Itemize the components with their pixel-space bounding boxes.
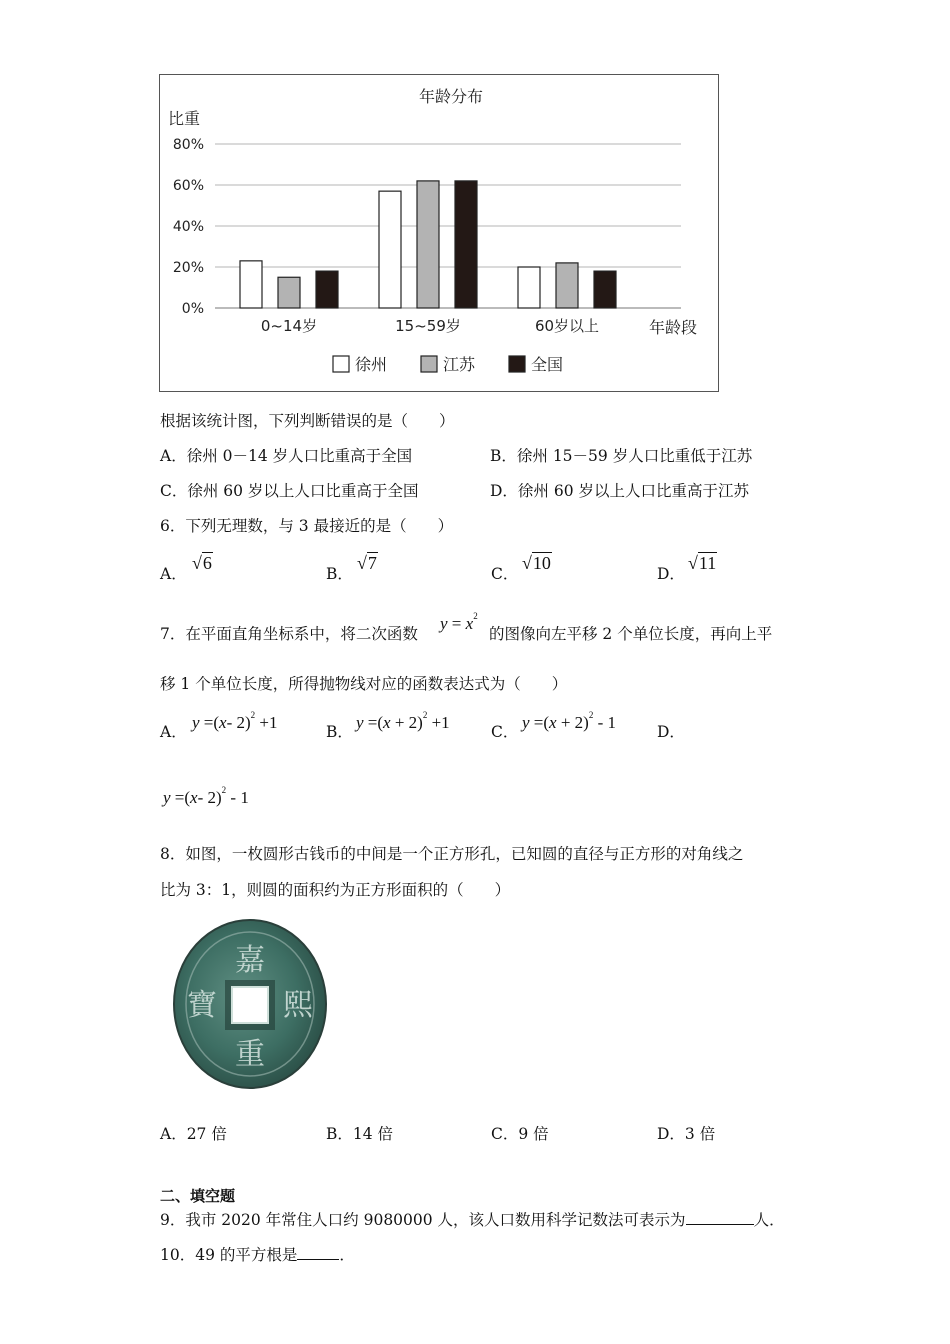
chart-legend-label-1: 江苏 xyxy=(443,355,476,374)
chart-bar-1-0 xyxy=(379,191,401,308)
q6-option-b-sqrt: √7 xyxy=(357,553,377,573)
coin-char-bottom: 重 xyxy=(235,1037,265,1072)
q5-option-a: A．徐州 0－14 岁人口比重高于全国 xyxy=(160,447,413,465)
q10-text: 10．49 的平方根是 xyxy=(160,1246,298,1264)
q7-option-a-formula: y =(x- 2)$^2$ +1 xyxy=(192,710,278,732)
coin-char-left: 寶 xyxy=(187,988,217,1023)
q7-function-y-equals-x-squared: $y = x^2$ xyxy=(440,611,478,633)
chart-y-tick-0: 0% xyxy=(181,301,204,317)
chart-legend-swatch-2 xyxy=(509,356,525,372)
q7-stem-part1: 7．在平面直角坐标系中，将二次函数 xyxy=(160,625,418,643)
q9-text-end: 人． xyxy=(753,1211,785,1229)
q8-option-a: A．27 倍 xyxy=(160,1125,227,1143)
q6-option-c-label: C． xyxy=(491,565,519,583)
q7-option-d-label: D． xyxy=(657,723,685,741)
coin-char-top: 嘉 xyxy=(235,943,265,978)
chart-y-tick-40: 40% xyxy=(172,219,204,235)
chart-bar-2-1 xyxy=(556,263,578,308)
q6-stem: 6．下列无理数，与 3 最接近的是（ ） xyxy=(160,517,454,535)
q6-option-d-value: 11 xyxy=(698,553,717,573)
q5-stem: 根据该统计图，下列判断错误的是（ ） xyxy=(160,412,455,430)
q5-option-c: C．徐州 60 岁以上人口比重高于全国 xyxy=(160,482,419,500)
q6-option-a-value: 6 xyxy=(202,553,212,573)
q6-option-a-sqrt: √6 xyxy=(192,553,212,573)
q8-option-d: D．3 倍 xyxy=(657,1125,716,1143)
q7-option-c-label: C． xyxy=(491,723,519,741)
q7-option-d-formula: y =(x- 2)$^2$ - 1 xyxy=(163,785,249,807)
chart-y-tick-60: 60% xyxy=(172,178,204,194)
q6-option-d-label: D． xyxy=(657,565,685,583)
chart-y-tick-80: 80% xyxy=(172,137,204,153)
q8-option-c: C．9 倍 xyxy=(491,1125,549,1143)
coin-char-right: 熙 xyxy=(283,988,313,1023)
chart-bar-2-2 xyxy=(594,271,616,308)
chart-bar-0-1 xyxy=(278,277,300,308)
q6-option-c-sqrt: √10 xyxy=(522,553,551,573)
q5-option-b: B．徐州 15－59 岁人口比重低于江苏 xyxy=(490,447,753,465)
q6-option-d-sqrt: √11 xyxy=(688,553,717,573)
section-fill-in-title: 二、填空题 xyxy=(160,1187,236,1205)
q9-line xyxy=(160,1210,785,1230)
chart-y-tick-20: 20% xyxy=(172,260,204,276)
chart-bar-0-0 xyxy=(240,261,262,308)
q6-option-b-value: 7 xyxy=(367,553,377,573)
q7-option-b-formula: $y =(x + 2)^2 +1$ xyxy=(356,710,450,732)
q7-stem-part3: 移 1 个单位长度，所得抛物线对应的函数表达式为（ ） xyxy=(160,675,568,693)
q10-text-end: ． xyxy=(339,1246,355,1264)
chart-x-axis-label: 年龄段 xyxy=(649,318,698,337)
chart-title: 年龄分布 xyxy=(418,87,484,106)
q9-text: 9．我市 2020 年常住人口约 9080000 人，该人口数用科学记数法可表示为 xyxy=(160,1211,686,1229)
chart-bar-2-0 xyxy=(518,267,540,308)
q7-option-c-formula: $y =(x + 2)^2 - 1$ xyxy=(522,710,617,732)
q6-option-a-label: A． xyxy=(160,565,187,583)
q6-option-c-value: 10 xyxy=(532,553,551,573)
q6-option-b-label: B． xyxy=(326,565,353,583)
q9-answer-blank[interactable] xyxy=(686,1210,754,1225)
chart-x-tick-2: 60岁以上 xyxy=(534,317,600,335)
chart-legend-label-0: 徐州 xyxy=(355,355,388,374)
chart-x-tick-0: 0~14岁 xyxy=(260,317,318,335)
q8-stem-line1: 8．如图，一枚圆形古钱币的中间是一个正方形孔，已知圆的直径与正方形的对角线之 xyxy=(160,845,744,863)
q7-option-a-label: A． xyxy=(160,723,187,741)
age-distribution-chart xyxy=(159,74,719,392)
chart-legend-label-2: 全国 xyxy=(531,355,564,374)
chart-legend-swatch-0 xyxy=(333,356,349,372)
chart-x-tick-1: 15~59岁 xyxy=(395,317,461,335)
q8-option-b: B．14 倍 xyxy=(326,1125,394,1143)
q7-stem-part2: 的图像向左平移 2 个单位长度，再向上平 xyxy=(489,625,773,643)
chart-y-axis-label: 比重 xyxy=(168,109,201,128)
chart-bar-1-1 xyxy=(417,181,439,308)
chart-bar-0-2 xyxy=(316,271,338,308)
q10-answer-blank[interactable] xyxy=(297,1245,339,1260)
q7-option-b-label: B． xyxy=(326,723,353,741)
chart-bar-1-2 xyxy=(455,181,477,308)
q8-stem-line2: 比为 3：1，则圆的面积约为正方形面积的（ ） xyxy=(160,881,511,899)
q10-line xyxy=(160,1245,355,1265)
q5-option-d: D．徐州 60 岁以上人口比重高于江苏 xyxy=(490,482,750,500)
chart-legend-swatch-1 xyxy=(421,356,437,372)
ancient-coin-image xyxy=(170,912,330,1092)
